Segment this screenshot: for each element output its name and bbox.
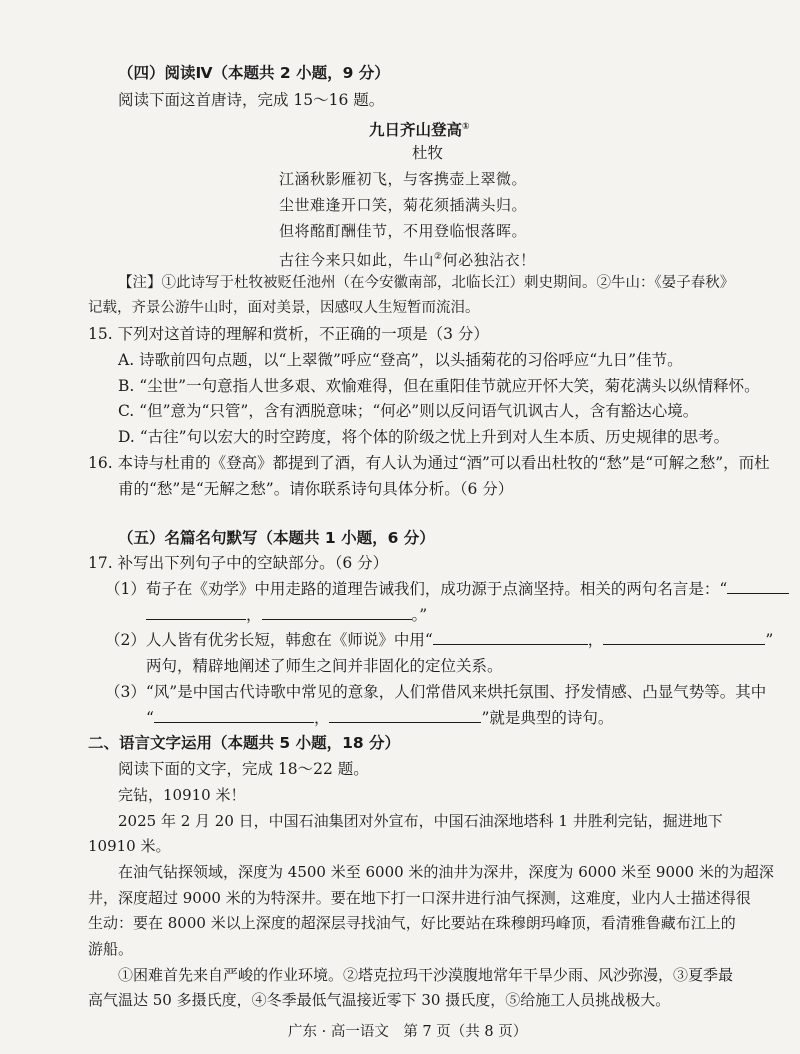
answer-blank[interactable] xyxy=(603,630,765,645)
poem-line-1: 江涵秋影雁初飞，与客携壶上翠微。 xyxy=(279,170,528,188)
comma: ， xyxy=(246,606,262,624)
q17-part2-line1 xyxy=(105,630,773,650)
poem-line-4-footnote-mark: ② xyxy=(434,252,443,262)
q15-option-d: D. “古往”句以宏大的时空跨度，将个体的阶级之忧上升到对人生本质、历史规律的思考。 xyxy=(118,428,730,446)
article-p1-line2: 10910 米。 xyxy=(88,837,171,855)
q15-option-c: C. “但”意为“只管”，含有洒脱意味；“何必”则以反问语气讥讽古人，含有豁达心境。 xyxy=(118,402,699,420)
q17-part3-tail: ”就是典型的诗句。 xyxy=(481,709,614,727)
answer-blank[interactable] xyxy=(329,708,481,723)
q17-part1-line2 xyxy=(146,605,427,625)
article-p1-line1: 2025 年 2 月 20 日，中国石油集团对外宣布，中国石油深地塔科 1 井胜利完钻，掘进地下 xyxy=(118,812,723,830)
poem-title-text: 九日齐山登高 xyxy=(369,121,463,140)
poem-title xyxy=(369,117,470,140)
answer-blank[interactable] xyxy=(262,605,412,620)
article-p2-line3: 生动：要在 8000 米以上深度的超深层寻找油气，好比要站在珠穆朗玛峰顶，看清雅鲁藏布江上的 xyxy=(88,914,736,932)
article-p3-line1: ①困难首先来自严峻的作业环境。②塔克拉玛干沙漠腹地常年干旱少雨、风沙弥漫，③夏季最 xyxy=(118,966,734,984)
q15-stem: 15. 下列对这首诗的理解和赏析，不正确的一项是（3 分） xyxy=(88,325,489,343)
answer-blank[interactable] xyxy=(727,579,789,594)
poem-line-4-part-b: 何必独沾衣！ xyxy=(442,251,536,269)
answer-blank[interactable] xyxy=(433,630,588,645)
quote-close: 。” xyxy=(411,606,428,624)
q17-stem: 17. 补写出下列句子中的空缺部分。（6 分） xyxy=(88,554,389,572)
section5-heading: （五）名篇名句默写（本题共 1 小题，6 分） xyxy=(118,529,435,547)
article-p3-line2: 高气温达 50 多摄氏度，④冬季最低气温接近零下 30 摄氏度，⑤给施工人员挑战极大。 xyxy=(88,991,671,1009)
q16-line-1: 16. 本诗与杜甫的《登高》都提到了酒，有人认为通过“酒”可以看出杜牧的“愁”是“可解之愁”，而杜 xyxy=(88,454,770,472)
q17-part3-line2 xyxy=(146,708,613,728)
poem-line-3: 但将酩酊酬佳节，不用登临恨落晖。 xyxy=(279,222,528,240)
q15-option-a: A. 诗歌前四句点题，以“上翠微”呼应“登高”，以头插菊花的习俗呼应“九日”佳节。 xyxy=(118,351,683,369)
poem-line-4-part-a: 古往今来只如此，牛山 xyxy=(279,251,435,269)
q17-part1-line1 xyxy=(105,579,789,599)
note-line-2: 记载，齐景公游牛山时，面对美景，因感叹人生短暂而流泪。 xyxy=(88,300,480,316)
poem-line-2: 尘世难逢开口笑，菊花须插满头归。 xyxy=(279,196,528,214)
poem-line-4 xyxy=(279,247,536,270)
comma: ， xyxy=(587,631,604,649)
q15-option-b: B. “尘世”一句意指人世多艰、欢愉难得，但在重阳佳节就应开怀大笑，菊花满头以纵情释怀。 xyxy=(118,377,760,395)
part2-heading: 二、语言文字运用（本题共 5 小题，18 分） xyxy=(88,734,401,752)
q17-part2-line2: 两句，精辟地阐述了师生之间并非固化的定位关系。 xyxy=(146,657,503,675)
q17-part3-line1: （3）“风”是中国古代诗歌中常见的意象，人们常借风来烘托氛围、抒发情感、凸显气势等。其中 xyxy=(105,683,767,701)
answer-blank[interactable] xyxy=(154,708,314,723)
answer-blank[interactable] xyxy=(146,605,246,620)
article-p2-line2: 井，深度超过 9000 米的为特深井。要在地下打一口深井进行油气探测，这难度，业内人士描述得很 xyxy=(88,889,751,907)
article-p2-line1: 在油气钻探领域，深度为 4500 米至 6000 米的油井为深井，深度为 6000 米至 9000 米的为超深 xyxy=(118,863,774,881)
article-title: 完钻，10910 米！ xyxy=(118,786,246,804)
q17-part1-text: （1）荀子在《劝学》中用走路的道理告诫我们，成功源于点滴坚持。相关的两句名言是：“ xyxy=(105,580,728,598)
poem-author: 杜牧 xyxy=(412,144,444,162)
poem-title-footnote-mark: ① xyxy=(462,122,470,132)
quote-open: “ xyxy=(146,709,154,727)
article-p2-line4: 游船。 xyxy=(88,940,134,958)
part2-instruction: 阅读下面的文字，完成 18～22 题。 xyxy=(118,760,369,778)
section4-instruction: 阅读下面这首唐诗，完成 15～16 题。 xyxy=(118,91,385,109)
quote-close: ” xyxy=(765,631,774,649)
q16-line-2: 甫的“愁”是“无解之愁”。请你联系诗句具体分析。（6 分） xyxy=(118,480,514,498)
comma: ， xyxy=(313,709,330,727)
section4-heading: （四）阅读Ⅳ（本题共 2 小题，9 分） xyxy=(118,64,390,82)
page-footer: 广东 · 高一语文 第 7 页（共 8 页） xyxy=(288,1024,528,1040)
note-line-1: 【注】①此诗写于杜牧被贬任池州（在今安徽南部，北临长江）刺史期间。②牛山：《晏子春秋》 xyxy=(118,275,735,291)
q17-part2-text: （2）人人皆有优劣长短，韩愈在《师说》中用“ xyxy=(105,631,433,649)
